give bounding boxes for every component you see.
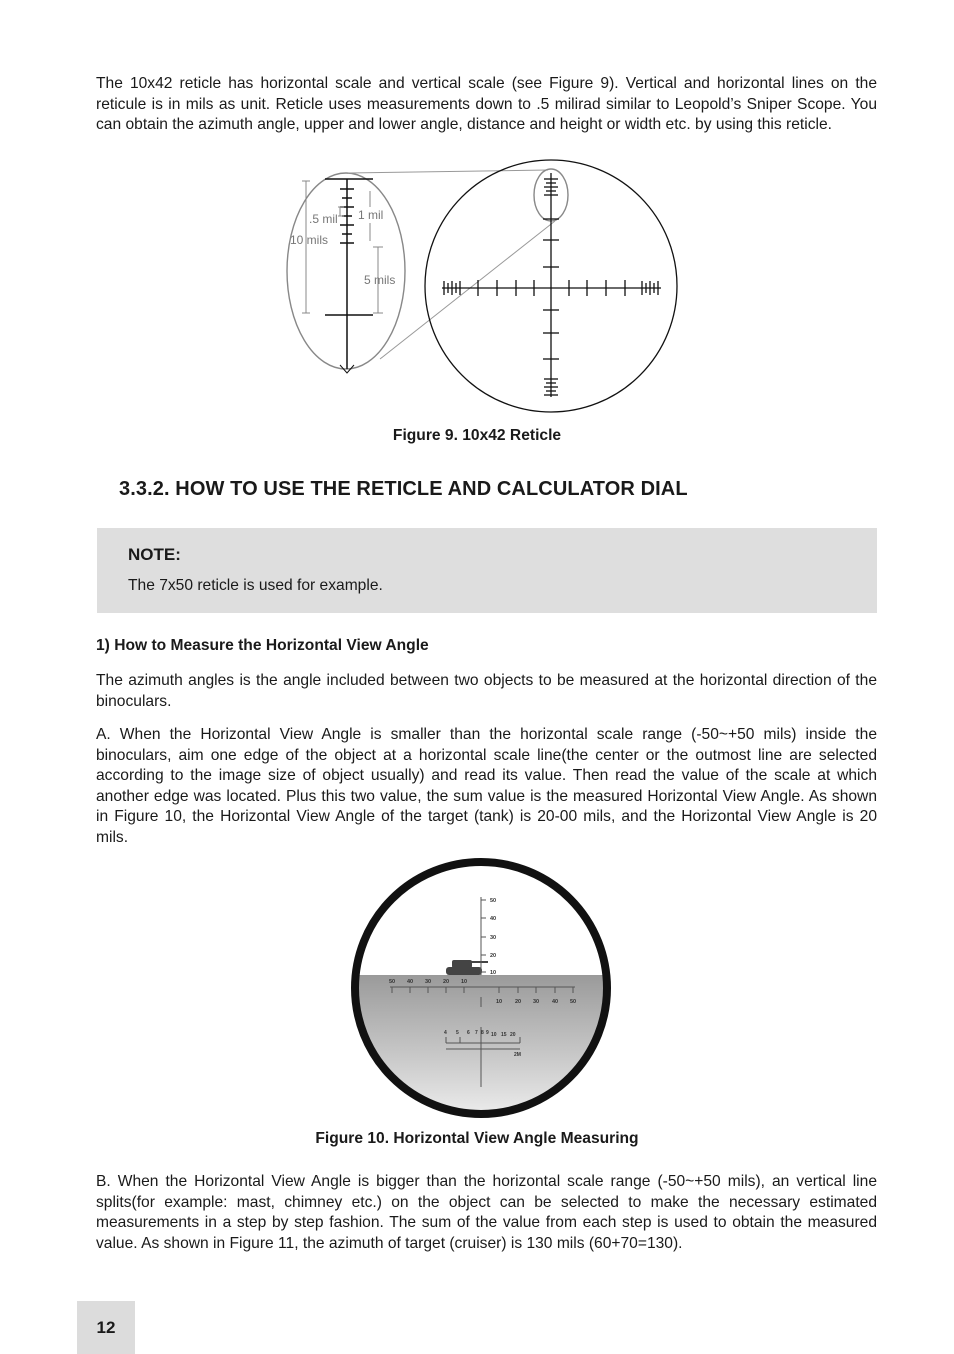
vscale-20: 20	[490, 953, 497, 959]
figure-10-scope-view	[350, 857, 612, 1121]
subsection-heading: 1) How to Measure the Horizontal View Angle	[96, 637, 429, 654]
hscale-left-30: 30	[425, 979, 432, 985]
range-10: 10	[491, 1032, 497, 1038]
range-5: 5	[456, 1030, 459, 1036]
note-text: The 7x50 reticle is used for example.	[128, 577, 383, 594]
range-unit: 2M	[514, 1052, 521, 1058]
intro-paragraph: The 10x42 reticle has horizontal scale and vertical scale (see Figure 9). Vertical and horizontal lines on the reticule is in mils as unit. Reticle uses measurements down to .5 milirad similar to Leopold’s Sniper Scope. You can obtain the azimuth angle, upper and lower angle, distance and height or width etc. by using this reticle.	[96, 75, 877, 133]
note-label: NOTE:	[128, 545, 181, 564]
note-box	[97, 528, 877, 613]
paragraph-a: A. When the Horizontal View Angle is smaller than the horizontal scale range (-50~+50 mils) inside the binoculars, aim one edge of the object at a horizontal scale line(the center or the outmost line are selected according to the image size of object usually) and read its value. Then read the value of the scale at which another edge was located. Plus this two value, the sum value is the measured Horizontal View Angle. As shown in Figure 10, the Horizontal View Angle of the target (tank) is 20-00 mils, and the Horizontal View Angle is 20 mils.	[96, 726, 877, 846]
vscale-10: 10	[490, 970, 497, 976]
hscale-left-50: 50	[389, 979, 396, 985]
hscale-right-20: 20	[515, 999, 522, 1005]
page-number: 12	[77, 1301, 135, 1354]
range-20: 20	[510, 1032, 516, 1038]
section-title: 3.3.2. HOW TO USE THE RETICLE AND CALCULATOR DIAL	[119, 478, 688, 500]
range-9: 9	[486, 1030, 489, 1036]
label-five-mils: 5 mils	[364, 273, 396, 287]
hscale-left-20: 20	[443, 979, 450, 985]
hscale-right-50: 50	[570, 999, 577, 1005]
hscale-right-40: 40	[552, 999, 559, 1005]
range-8: 8	[481, 1030, 484, 1036]
vscale-40: 40	[490, 916, 497, 922]
range-15: 15	[501, 1032, 507, 1038]
reticle-dimension-lines	[302, 181, 383, 313]
hscale-right-10: 10	[496, 999, 503, 1005]
range-6: 6	[467, 1030, 470, 1036]
hscale-right-30: 30	[533, 999, 540, 1005]
range-4: 4	[444, 1030, 447, 1036]
paragraph-b: B. When the Horizontal View Angle is bigger than the horizontal scale range (-50~+50 mils), an vertical line splits(for example: mast, chimney etc.) on the object can be selected to make the necessary estimated measurements in a step by step fashion. The sum of the value from each step is used to obtain the measured value. As shown in Figure 11, the azimuth of target (cruiser) is 130 mils (60+70=130).	[96, 1173, 877, 1252]
hscale-left-10: 10	[461, 979, 468, 985]
label-ten-mils: 10 mils	[290, 233, 329, 247]
vscale-50: 50	[490, 898, 497, 904]
zoom-connector-lines	[348, 170, 555, 359]
hscale-left-40: 40	[407, 979, 414, 985]
label-half-mil: .5 mil	[309, 212, 338, 226]
figure-10-caption: Figure 10. Horizontal View Angle Measuring	[315, 1130, 639, 1147]
paragraph-azimuth: The azimuth angles is the angle included between two objects to be measured at the horizontal direction of the binoculars.	[96, 672, 877, 710]
figure-9-reticle	[280, 155, 690, 417]
vscale-30: 30	[490, 935, 497, 941]
figure-9-caption: Figure 9. 10x42 Reticle	[392, 427, 562, 444]
reticle-crosshair	[442, 173, 661, 397]
reticle-detail-ellipse	[287, 173, 405, 369]
label-one-mil: 1 mil	[358, 208, 384, 222]
range-7: 7	[475, 1030, 478, 1036]
